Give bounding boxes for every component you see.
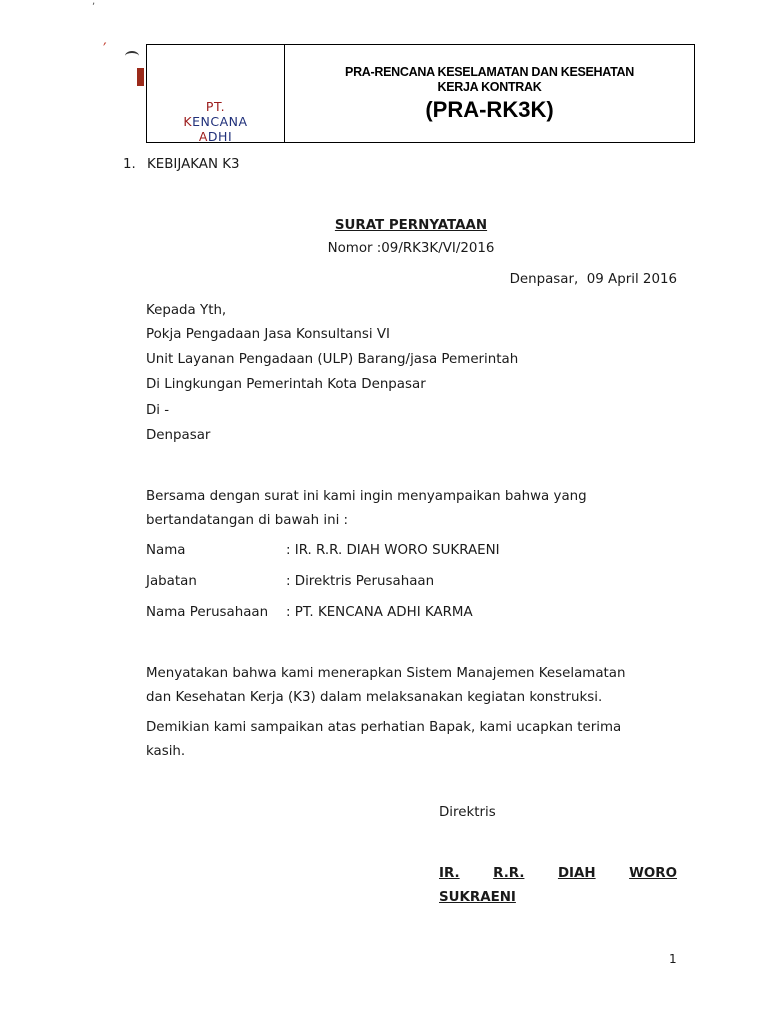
logo-line-3-rest: DHI [207, 129, 233, 144]
logo-line-2-rest: ENCANA [192, 114, 248, 129]
signer-name-word: WORO [629, 866, 677, 881]
statement-line-1: Menyatakan bahwa kami menerapkan Sistem Manajemen Keselamatan [146, 666, 626, 681]
logo-line-3 [147, 129, 284, 144]
header-title-line-2: KERJA KONTRAK [437, 80, 542, 94]
statement-line-2: dan Kesehatan Kerja (K3) dalam melaksanakan kegiatan konstruksi. [146, 690, 603, 705]
logo-mark-icon [137, 68, 144, 86]
signer-name-line-1 [439, 866, 677, 881]
field-value-name: : IR. R.R. DIAH WORO SUKRAENI [286, 543, 500, 558]
recipient-line: Unit Layanan Pengadaan (ULP) Barang/jasa Pemerintah [146, 352, 519, 367]
section-number: 1. [123, 157, 136, 172]
logo-curve-icon [125, 51, 139, 61]
signer-name-word: IR. [439, 866, 460, 881]
closing-line-2: kasih. [146, 744, 186, 759]
signer-name-word: R.R. [493, 866, 525, 881]
recipient-line: Kepada Yth, [146, 303, 227, 318]
place-date: Denpasar, 09 April 2016 [509, 272, 677, 287]
header-title-line-1: PRA-RENCANA KESELAMATAN DAN KESEHATAN [345, 65, 634, 79]
recipient-line: Di - [146, 403, 170, 418]
letter-heading: SURAT PERNYATAAN [334, 218, 488, 233]
company-logo-text [147, 99, 284, 144]
field-label-name: Nama [146, 543, 186, 558]
header-title-main: (PRA-RK3K) [425, 97, 554, 122]
letter-number: Nomor :09/RK3K/VI/2016 [327, 241, 495, 256]
signer-name-word: DIAH [557, 866, 596, 881]
document-header [103, 39, 695, 144]
logo-line-2 [147, 114, 284, 129]
recipient-line: Di Lingkungan Pemerintah Kota Denpasar [146, 377, 426, 392]
intro-line-2: bertandatangan di bawah ini : [146, 513, 349, 528]
section-title: KEBIJAKAN K3 [147, 157, 240, 172]
stray-mark: , [92, 0, 96, 7]
field-value-position: : Direktris Perusahaan [286, 574, 435, 589]
logo-line-1: PT. [205, 99, 226, 114]
logo-line-3-initial: A [198, 129, 208, 144]
field-value-company: : PT. KENCANA ADHI KARMA [286, 605, 473, 620]
page-number: 1 [669, 952, 677, 966]
recipient-line: Pokja Pengadaan Jasa Konsultansi VI [146, 327, 390, 342]
intro-line-1: Bersama dengan surat ini kami ingin menyampaikan bahwa yang [146, 489, 587, 504]
field-label-position: Jabatan [146, 574, 197, 589]
signer-title: Direktris [439, 805, 496, 820]
logo-line-2-initial: K [183, 114, 193, 129]
logo-accent-icon: ′ [103, 39, 107, 58]
closing-line-1: Demikian kami sampaikan atas perhatian Bapak, kami ucapkan terima [146, 720, 622, 735]
signer-name-line-2: SUKRAENI [439, 890, 516, 905]
field-label-company: Nama Perusahaan [146, 605, 269, 620]
recipient-line: Denpasar [146, 428, 211, 443]
